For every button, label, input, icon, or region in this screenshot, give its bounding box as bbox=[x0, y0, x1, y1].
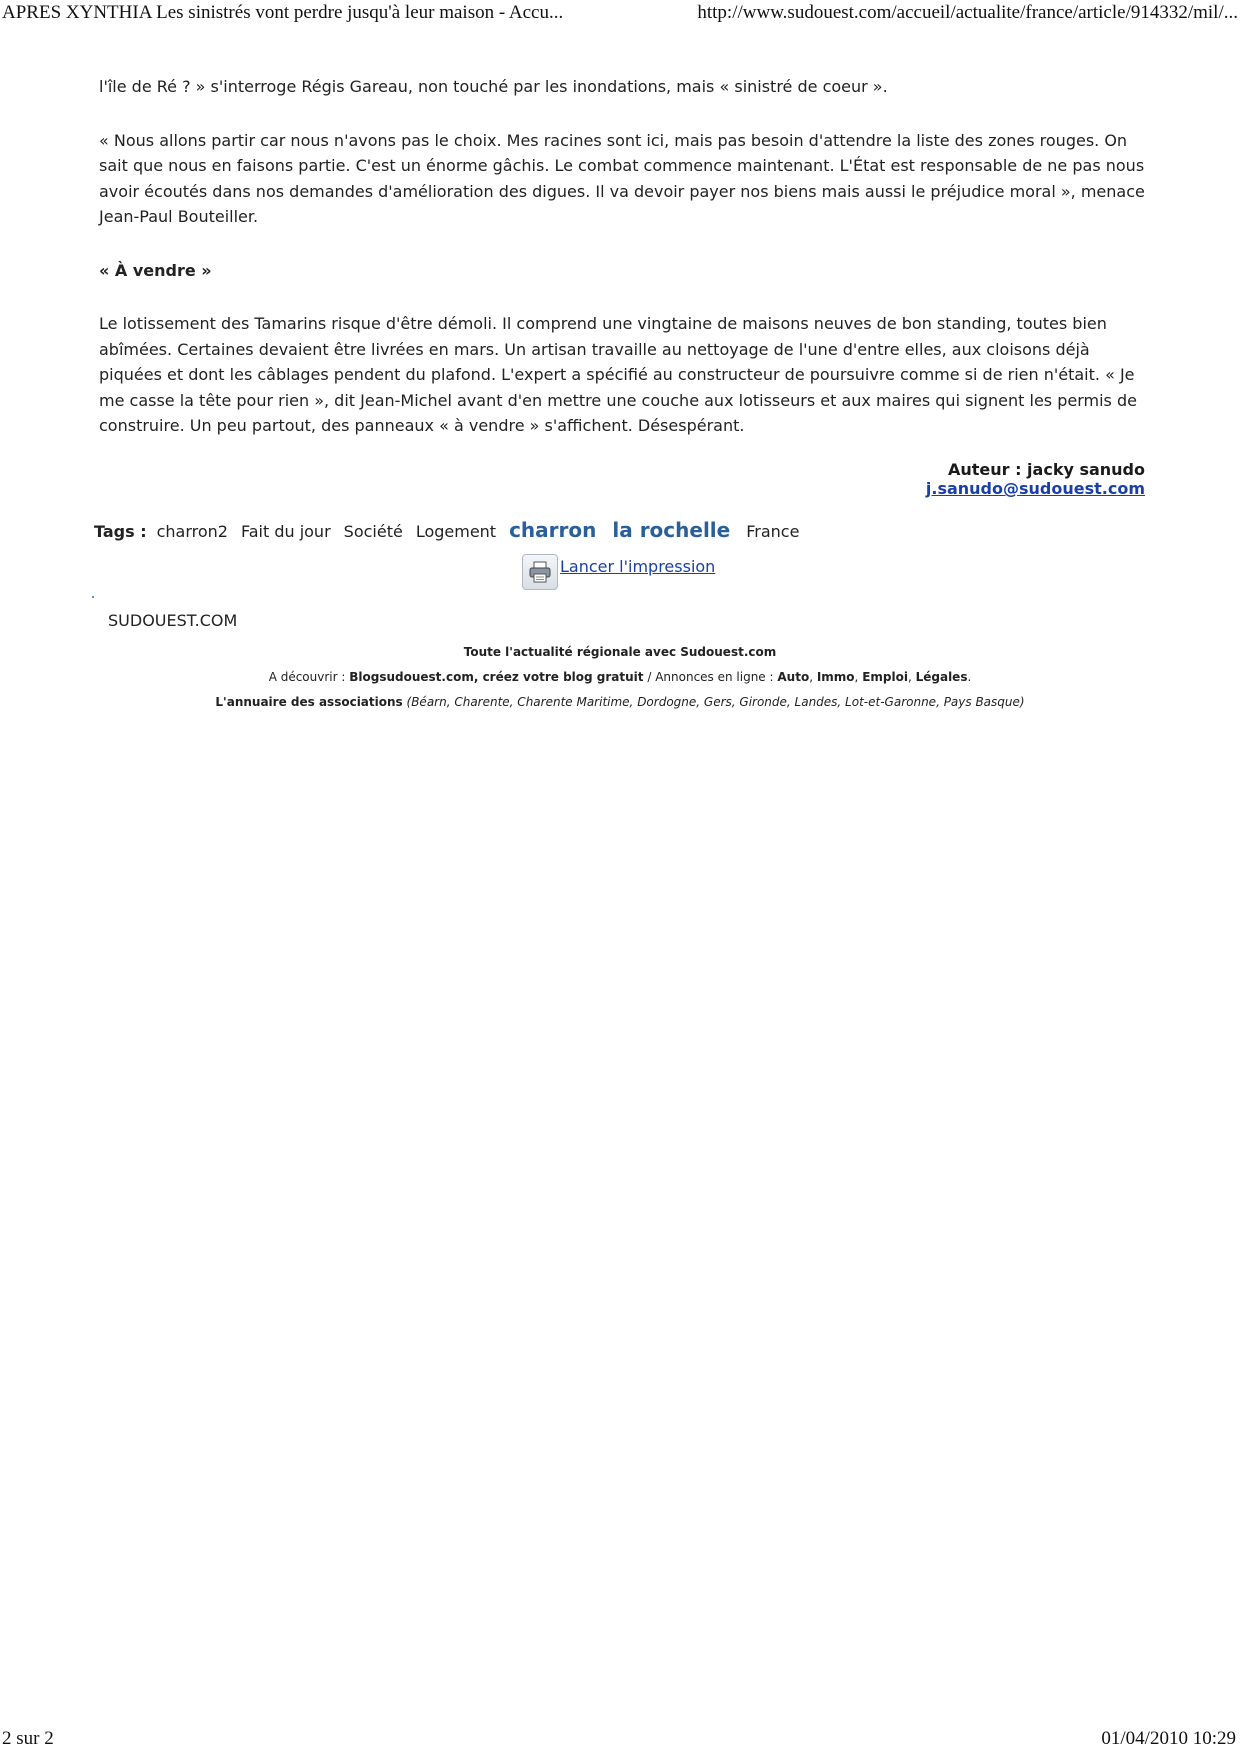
tags-label: Tags : bbox=[94, 522, 147, 541]
article-body bbox=[99, 74, 1149, 439]
article-paragraph: Le lotissement des Tamarins risque d'être démoli. Il comprend une vingtaine de maisons neuves de bon standing, toutes bien abîmées. Certaines devaient être livrées en mars. Un artisan travaille au nettoyage de l'une d'entre elles, aux cloisons déjà piquées et dont les câblages pendent du plafond. L'expert a spécifié au constructeur de poursuivre comme si de rien n'était. « Je me casse la tête pour rien », dit Jean-Michel avant d'en mettre une couche aux lotisseurs et aux maires qui signent les permis de construire. Un peu partout, des panneaux « à vendre » s'affichent. Désespérant. bbox=[99, 314, 1137, 435]
print-datetime: 01/04/2010 10:29 bbox=[1101, 1728, 1236, 1749]
author-name: Auteur : jacky sanudo bbox=[947, 460, 1145, 479]
tag-link[interactable]: Société bbox=[343, 522, 403, 541]
footer-associations bbox=[0, 695, 1240, 709]
author-block bbox=[926, 460, 1145, 498]
footer-legales-link[interactable]: Légales bbox=[915, 670, 968, 684]
footer-discover-prefix: A découvrir : bbox=[268, 670, 350, 684]
print-header-url: http://www.sudouest.com/accueil/actualite/france/article/914332/mil/... bbox=[697, 2, 1238, 23]
printer-icon[interactable] bbox=[522, 554, 558, 590]
article-subheading: « À vendre » bbox=[99, 260, 212, 280]
author-email-link[interactable]: j.sanudo@sudouest.com bbox=[925, 479, 1145, 498]
article-paragraph: l'île de Ré ? » s'interroge Régis Gareau, non touché par les inondations, mais « sinistré de coeur ». bbox=[99, 77, 888, 96]
page-number: 2 sur 2 bbox=[2, 1728, 54, 1749]
footer-associations-link[interactable]: L'annuaire des associations bbox=[215, 695, 403, 709]
tag-link-featured[interactable]: la rochelle bbox=[612, 518, 731, 542]
tag-link[interactable]: charron2 bbox=[156, 522, 228, 541]
print-link[interactable]: Lancer l'impression bbox=[560, 556, 716, 576]
footer-discover: A découvrir : Blogsudouest.com, créez votre blog gratuit / Annonces en ligne : Auto, Immo, Emploi, Légales. bbox=[268, 670, 972, 684]
footer-ads-label: / Annonces en ligne : bbox=[643, 670, 778, 684]
decorative-dot bbox=[92, 596, 94, 598]
tag-link[interactable]: Fait du jour bbox=[240, 522, 331, 541]
tag-link[interactable]: France bbox=[746, 522, 800, 541]
footer-tagline: Toute l'actualité régionale avec Sudouest.com bbox=[463, 645, 777, 659]
tags-list bbox=[94, 518, 812, 542]
site-name: SUDOUEST.COM bbox=[108, 611, 238, 630]
article-paragraph: « Nous allons partir car nous n'avons pas le choix. Mes racines sont ici, mais pas besoin d'attendre la liste des zones rouges. On sait que nous en faisons partie. C'est un énorme gâchis. Le combat commence maintenant. L'État est responsable de ne pas nous avoir écoutés dans nos demandes d'amélioration des digues. Il va devoir payer nos biens mais aussi le préjudice moral », menace Jean-Paul Bouteiller. bbox=[99, 130, 1145, 226]
footer-regions: (Béarn, Charente, Charente Maritime, Dordogne, Gers, Gironde, Landes, Lot-et-Garonne, Pays Basque) bbox=[406, 695, 1025, 709]
footer-immo-link[interactable]: Immo bbox=[816, 670, 855, 684]
print-header-title: APRES XYNTHIA Les sinistrés vont perdre jusqu'à leur maison - Accu... bbox=[2, 2, 564, 23]
tag-link[interactable]: Logement bbox=[415, 522, 497, 541]
tag-link-featured[interactable]: charron bbox=[509, 518, 597, 542]
footer-auto-link[interactable]: Auto bbox=[777, 670, 810, 684]
footer-blog-link[interactable]: Blogsudouest.com, créez votre blog gratuit bbox=[349, 670, 644, 684]
print-action[interactable] bbox=[522, 554, 715, 590]
footer-emploi-link[interactable]: Emploi bbox=[862, 670, 908, 684]
